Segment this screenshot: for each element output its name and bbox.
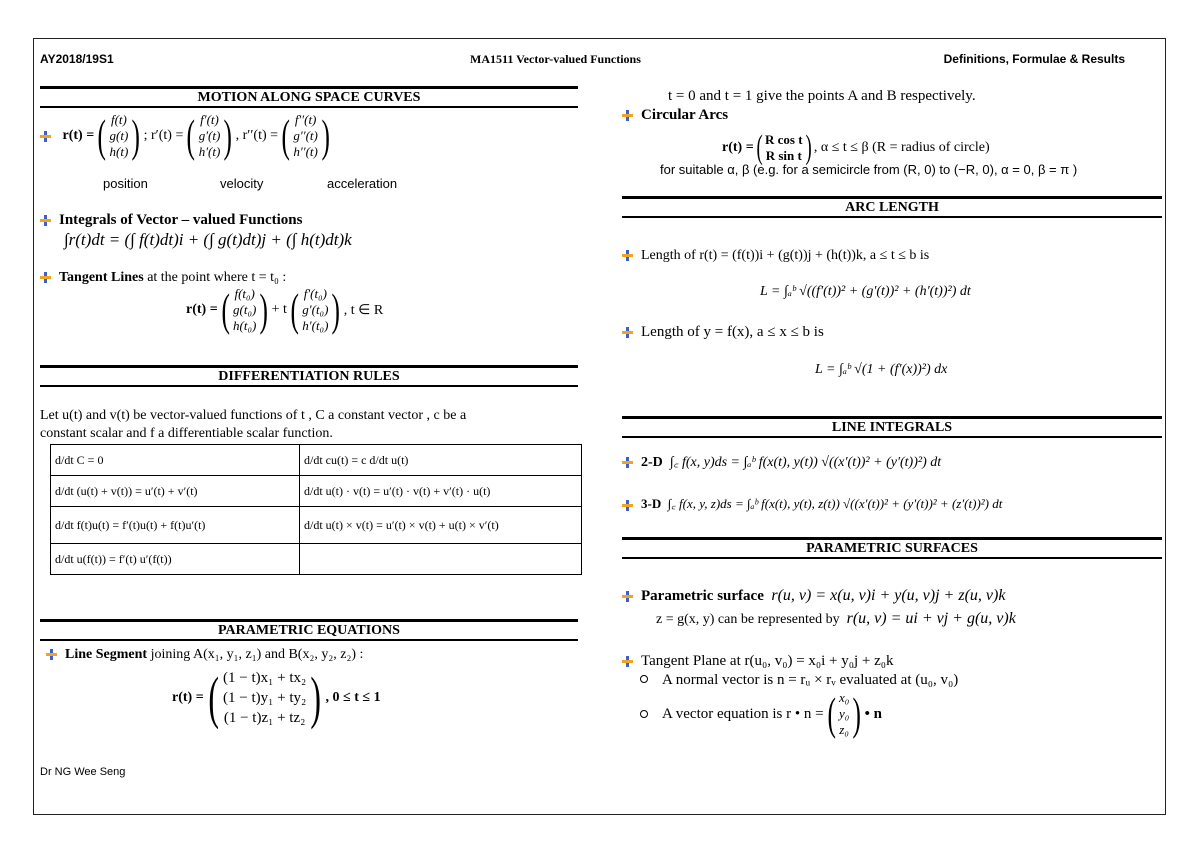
- arc-length-2: Length of y = f(x), a ≤ x ≤ b is: [622, 324, 824, 341]
- table-row: [51, 445, 582, 476]
- signature: Dr NG Wee Seng: [40, 766, 126, 778]
- param-surface-line2: z = g(x, y) can be represented by r(u, v) = ui + vj + g(u, v)k: [656, 610, 1016, 627]
- tangent-plane: Tangent Plane at r(u₀, v₀) = x₀i + y₀j + z₀k: [622, 653, 894, 670]
- rule-cell: d/dt (u(t) + v(t)) = u′(t) + v′(t): [51, 476, 300, 507]
- arc-formula-1: L = ∫ₐᵇ √((f′(t))² + (g′(t))² + (h′(t))²) dt: [760, 284, 971, 299]
- section-param-title: PARAMETRIC EQUATIONS: [40, 619, 578, 641]
- rule-cell: d/dt f(t)u(t) = f′(t)u(t) + f(t)u′(t): [51, 507, 300, 544]
- section-diff-title: DIFFERENTIATION RULES: [40, 365, 578, 387]
- vector-equation: A vector equation is r • n = ( x₀ y₀ z₀ ) • n: [628, 690, 882, 738]
- section-surf-title: PARAMETRIC SURFACES: [622, 537, 1162, 559]
- bullet-icon: [46, 649, 57, 660]
- circular-arcs-formula: r(t) = ( R cos t R sin t ) , α ≤ t ≤ β (R = radius of circle): [722, 129, 990, 166]
- diff-intro-1: Let u(t) and v(t) be vector-valued functions of t , C a constant vector , c be a: [40, 408, 467, 423]
- table-row: [51, 507, 582, 544]
- label-position: position: [103, 176, 148, 191]
- bullet-icon: [622, 110, 633, 121]
- normal-vector: A normal vector is n = rᵤ × rᵥ evaluated at (u₀, v₀): [628, 672, 958, 689]
- motion-formula: r(t) = ( f(t) g(t) h(t) ) ; r′(t) = ( f′(t) g′(t) h′(t) ) , r′′(t) = ( f′′(t) g′′(t) h′′(t) ): [40, 112, 333, 160]
- section-line-int-title: LINE INTEGRALS: [622, 416, 1162, 438]
- line-segment-formula: r(t) = ( (1 − t)x₁ + tx₂ (1 − t)y₁ + ty₂ (1 − t)z₁ + tz₂ ) , 0 ≤ t ≤ 1: [172, 665, 381, 730]
- diff-intro-2: constant scalar and f a differentiable scalar function.: [40, 426, 333, 441]
- circular-arcs-title: Circular Arcs: [622, 107, 728, 124]
- arc-length-1: Length of r(t) = (f(t))i + (g(t))j + (h(t))k, a ≤ t ≤ b is: [622, 248, 929, 264]
- bullet-icon: [40, 215, 51, 226]
- integrals-formula: ∫r(t)dt = (∫ f(t)dt)i + (∫ g(t)dt)j + (∫ h(t)dt)k: [64, 230, 352, 249]
- bullet-icon: [40, 131, 51, 142]
- rule-cell: d/dt cu(t) = c d/dt u(t): [300, 445, 582, 476]
- tangent-formula: r(t) = ( f(t₀) g(t₀) h(t₀) ) + t ( f′(t₀) g′(t₀) h′(t₀) ) , t ∈ R: [186, 284, 384, 335]
- segment-note: t = 0 and t = 1 give the points A and B respectively.: [668, 88, 976, 104]
- arc-formula-2: L = ∫ₐᵇ √(1 + (f′(x))²) dx: [815, 362, 948, 377]
- header-right: Definitions, Formulae & Results: [943, 52, 1125, 66]
- bullet-icon: [622, 327, 633, 338]
- rule-cell: d/dt u(f(t)) = f′(t) u′(f(t)): [51, 544, 300, 575]
- bullet-icon: [622, 250, 633, 261]
- table-row: [51, 544, 582, 575]
- rule-cell: [300, 544, 582, 575]
- label-velocity: velocity: [220, 176, 264, 191]
- bullet-icon: [40, 272, 51, 283]
- tangent-title: Tangent Lines at the point where t = t₀ :: [40, 270, 286, 286]
- line-segment-title: Line Segment joining A(x₁, y₁, z₁) and B(x₂, y₂, z₂) :: [46, 647, 363, 663]
- bullet-icon: [622, 500, 633, 511]
- rule-cell: d/dt u(t) · v(t) = u′(t) · v(t) + v′(t) · u(t): [300, 476, 582, 507]
- section-arc-title: ARC LENGTH: [622, 196, 1162, 218]
- rule-cell: d/dt C = 0: [51, 445, 300, 476]
- bullet-icon: [622, 457, 633, 468]
- section-motion-title: MOTION ALONG SPACE CURVES: [40, 86, 578, 108]
- circle-bullet-icon: [640, 675, 648, 683]
- rule-cell: d/dt u(t) × v(t) = u′(t) × v(t) + u(t) × v′(t): [300, 507, 582, 544]
- table-row: [51, 476, 582, 507]
- integrals-title: Integrals of Vector – valued Functions: [40, 212, 302, 229]
- header-center: MA1511 Vector-valued Functions: [470, 52, 641, 66]
- circular-arcs-note: for suitable α, β (e.g. for a semicircle from (R, 0) to (−R, 0), α = 0, β = π ): [660, 162, 1078, 177]
- line-integral-2d: 2-D ∫꜀ f(x, y)ds = ∫ₐᵇ f(x(t), y(t)) √((x′(t))² + (y′(t))²) dt: [622, 452, 941, 471]
- circle-bullet-icon: [640, 710, 648, 718]
- bullet-icon: [622, 656, 633, 667]
- line-integral-3d: 3-D ∫꜀ f(x, y, z)ds = ∫ₐᵇ f(x(t), y(t), z(t)) √((x′(t))² + (y′(t))² + (z′(t))²) dt: [622, 494, 1002, 512]
- position-label: r(t) =: [62, 128, 95, 143]
- diff-rules-table: [50, 444, 582, 575]
- header-left: AY2018/19S1: [40, 52, 114, 66]
- bullet-icon: [622, 591, 633, 602]
- param-surface: Parametric surface r(u, v) = x(u, v)i + y(u, v)j + z(u, v)k: [622, 587, 1005, 605]
- label-acceleration: acceleration: [327, 176, 398, 191]
